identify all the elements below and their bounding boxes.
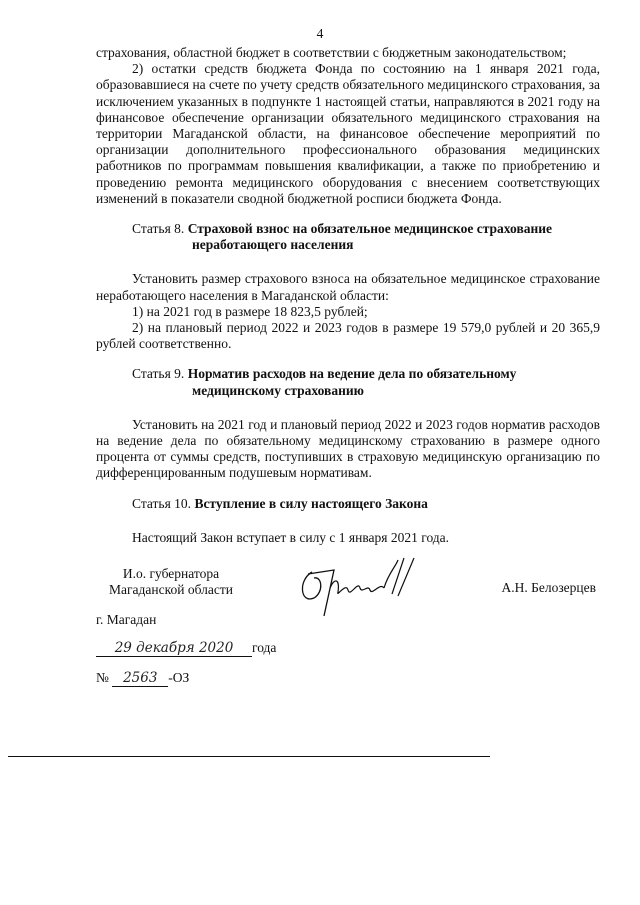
number-prefix: № — [96, 670, 109, 685]
article-title-cont: медицинскому страхованию — [192, 382, 364, 398]
article-title-cont: неработающего населения — [192, 237, 354, 253]
signatory-role — [96, 566, 246, 598]
article-label: Статья 10. — [132, 495, 192, 511]
paragraph: 2) остатки средств бюджета Фонда по состоянию на 1 января 2021 года, образовавшиеся на счете по учету средств обязательного медицинского страхования, за исключением указанных в подпункте 1 настоящей статьи, направляются в 2021 году на финансовое обеспечение организации обязательного медицинского страхования на территории Магаданской области, на финансовое обеспечение мероприятий по организации дополнительного профессионального образования медицинских работников по программам повышения квалификации, а также по приобретению и проведению ремонта медицинского оборудования с внесением соответствующих изменений в показатели сводной бюджетной росписи бюджета Фонда. — [96, 61, 600, 206]
article-8-heading — [96, 221, 600, 253]
paragraph: Настоящий Закон вступает в силу с 1 января 2021 года. — [132, 529, 450, 545]
role-line: И.о. губернатора — [122, 566, 220, 581]
signature-block — [96, 566, 600, 706]
paragraph: 2) на плановый период 2022 и 2023 годов в размере 19 579,0 рублей и 20 365,9 рублей соответственно. — [96, 320, 600, 352]
document-body — [96, 45, 600, 546]
date-line — [96, 640, 276, 657]
city: г. Магадан — [96, 612, 157, 627]
handwritten-number: 2563 — [112, 670, 168, 687]
paragraph: Установить размер страхового взноса на обязательное медицинское страхование неработающего населения в Магаданской области: — [96, 271, 600, 303]
page-number: 4 — [316, 26, 324, 41]
paragraph: 1) на 2021 год в размере 18 823,5 рублей; — [132, 303, 368, 319]
handwritten-date: 29 декабря 2020 — [96, 640, 252, 657]
number-suffix: -ОЗ — [168, 670, 190, 685]
paragraph: Установить на 2021 год и плановый период 2022 и 2023 годов норматив расходов на ведение дела по обязательному медицинскому страхованию в размере одного процента от суммы средств, поступивших в страховую медицинскую организацию по дифференцированным подушевым нормативам. — [96, 416, 600, 481]
law-number-line — [96, 670, 189, 687]
date-suffix: года — [252, 640, 277, 655]
article-title: Норматив расходов на ведение дела по обязательному — [187, 366, 517, 382]
article-label: Статья 8. — [132, 221, 185, 237]
paragraph: страхования, областной бюджет в соответствии с бюджетным законодательством; — [96, 45, 567, 60]
article-9-heading — [96, 366, 600, 398]
article-10-heading — [96, 496, 600, 512]
divider-line — [8, 756, 490, 757]
article-label: Статья 9. — [132, 366, 185, 382]
signatory-name: А.Н. Белозерцев — [501, 580, 596, 595]
role-line: Магаданской области — [109, 582, 233, 598]
handwritten-signature — [294, 552, 426, 622]
article-title: Вступление в силу настоящего Закона — [194, 495, 428, 511]
article-title: Страховой взнос на обязательное медицинское страхование — [187, 221, 553, 237]
